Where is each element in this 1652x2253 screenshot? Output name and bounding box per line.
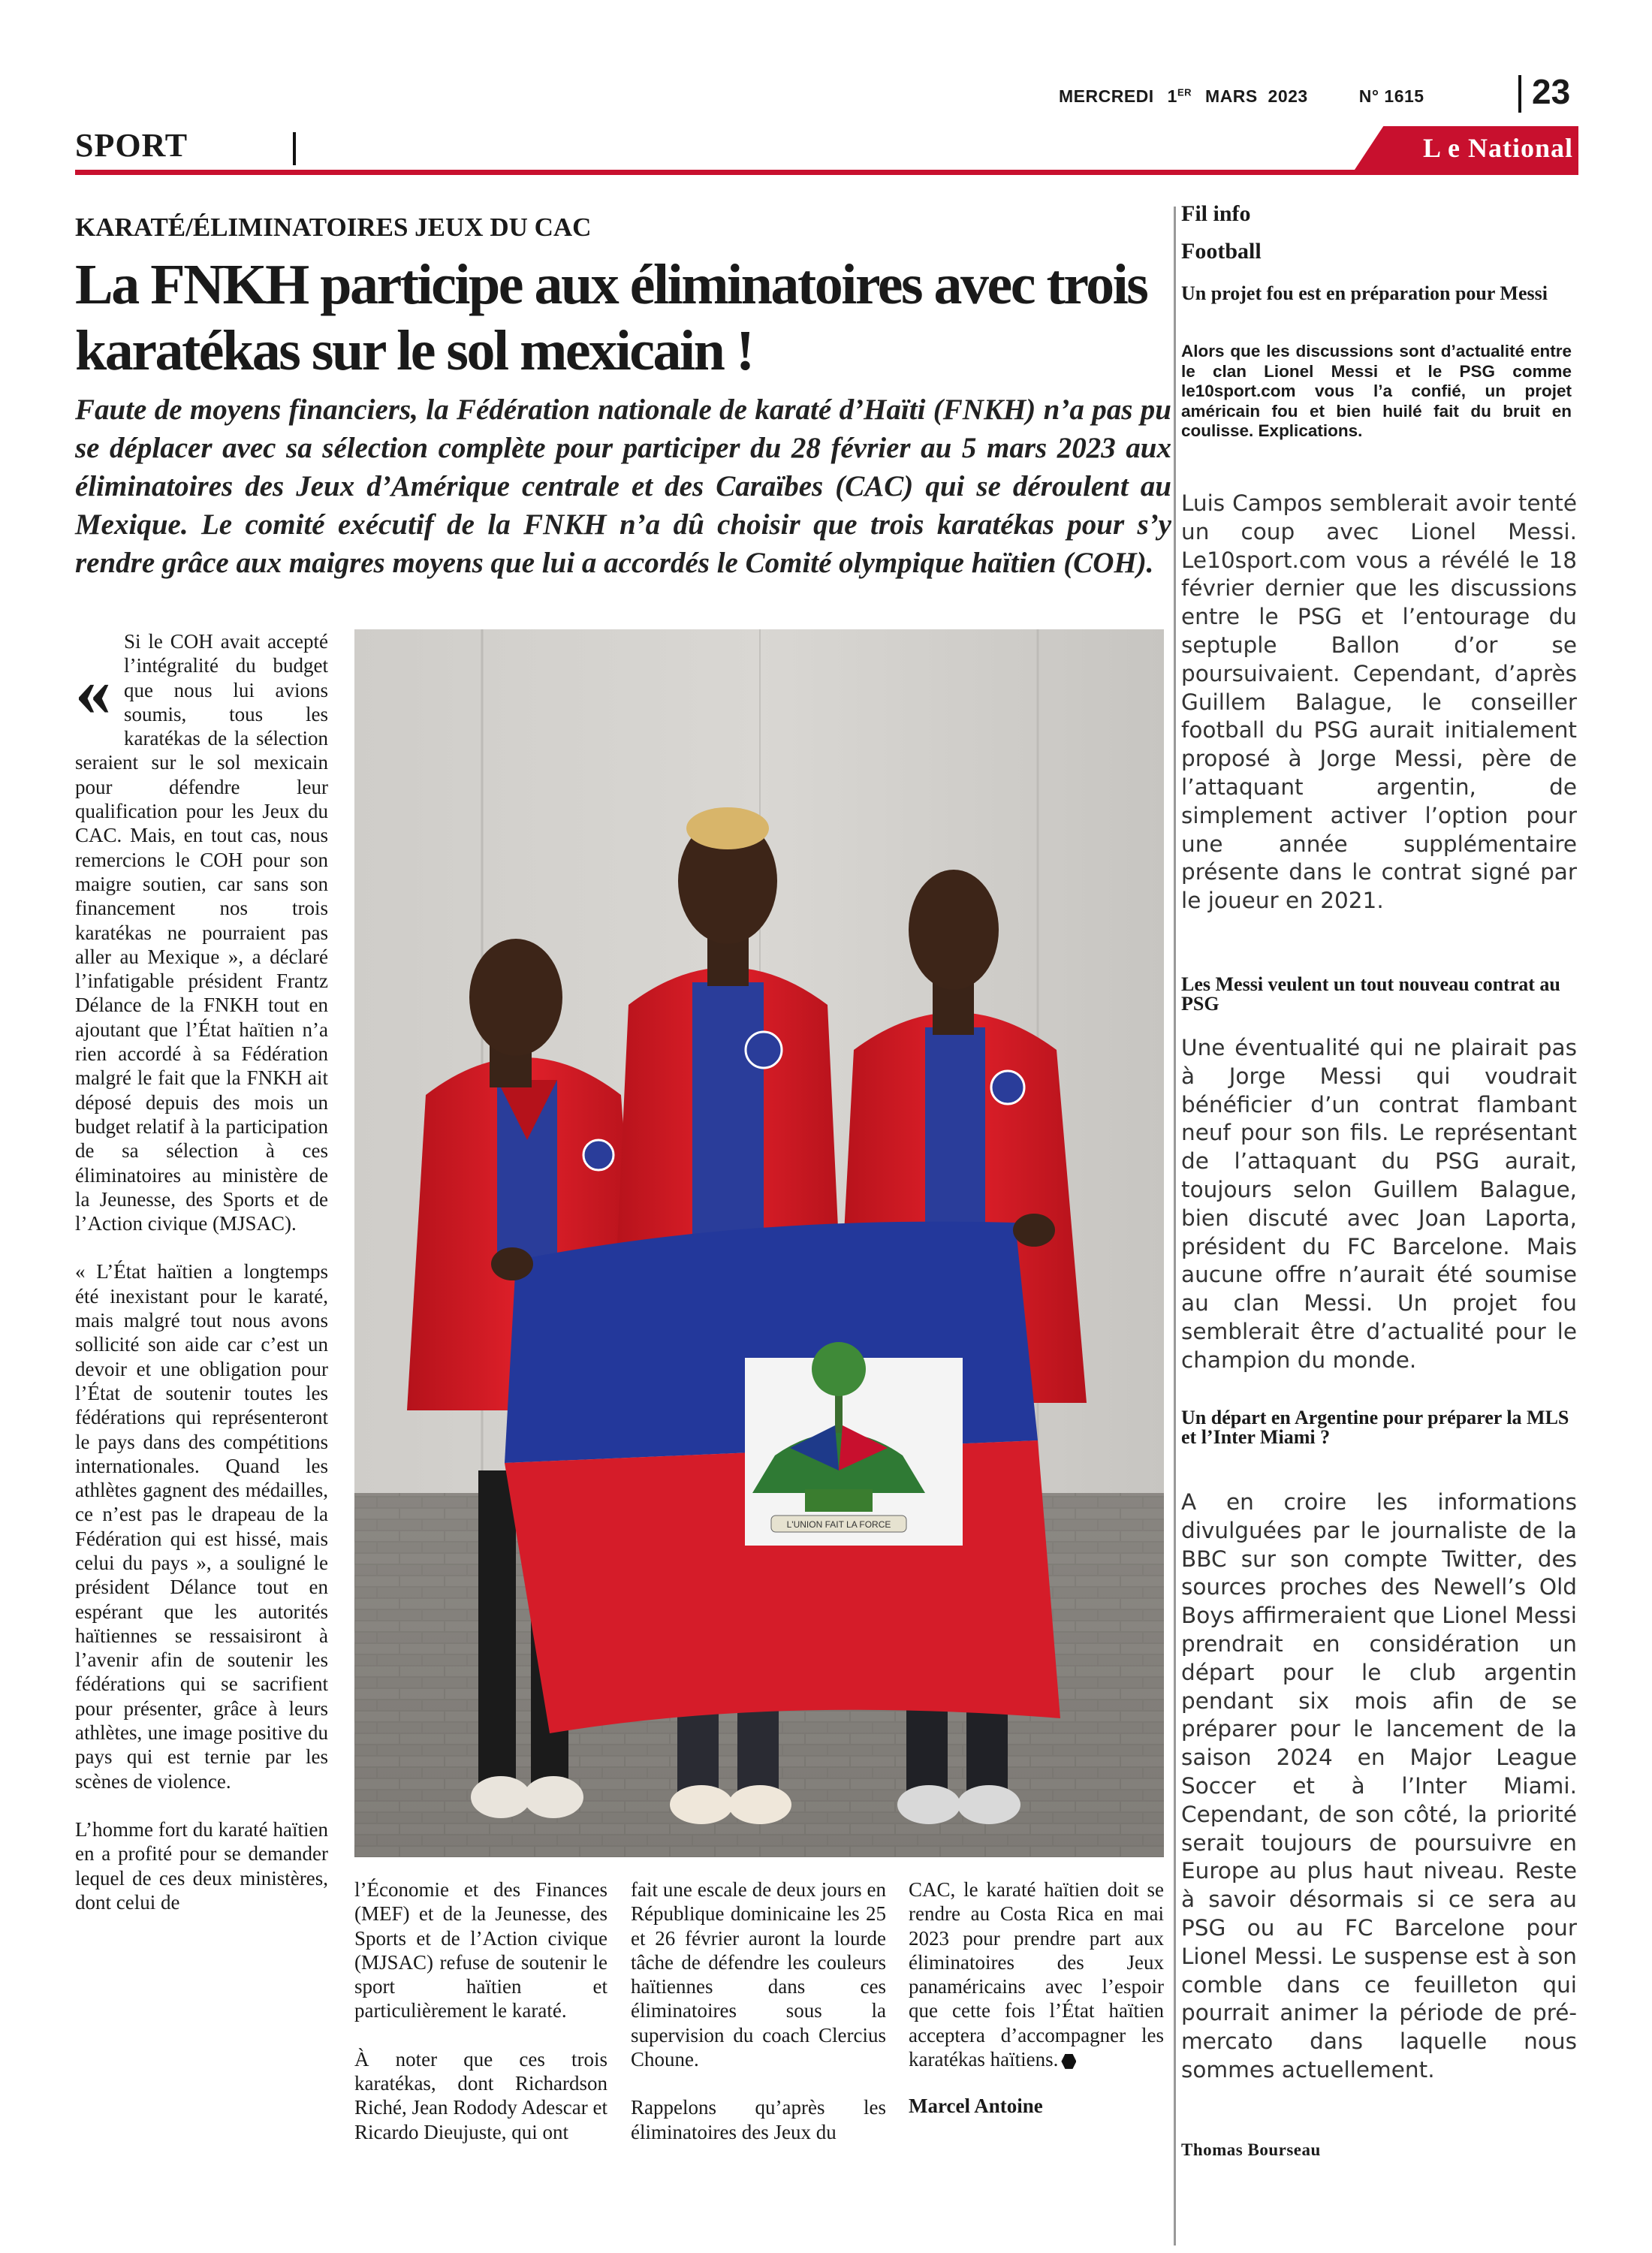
article-paragraph: Rappelons qu’après les éliminatoires des Jeux du xyxy=(631,2096,886,2143)
haiti-flag xyxy=(505,1222,1060,1733)
dateline xyxy=(1059,86,1438,107)
sidebar-title: Fil info xyxy=(1181,201,1251,226)
article-headline: La FNKH participe aux éliminatoires avec trois karatékas sur le sol mexicain ! xyxy=(75,253,1147,382)
article-standfirst: Faute de moyens financiers, la Fédération nationale de karaté d’Haïti (FNKH) n’a pas pu se déplacer avec sa sélection complète pour participer du 28 février au 5 mars 2023 aux éliminatoires des Jeux d’Amérique centrale et des Caraïbes (CAC) qui se déroulent au Mexique. Le comité exécutif de la FNKH n’a dû choisir que trois karatékas pour s’y rendre grâce aux maigres moyens que lui a accordés le Comité olympique haïtien (COH). xyxy=(75,394,1171,579)
date-number: 1ER xyxy=(1167,86,1192,106)
article-column-4 xyxy=(909,1878,1164,2119)
article-paragraph: CAC, le karaté haïtien doit se rendre au Costa Rica en mai 2023 pour prendre part aux éliminatoires des Jeux panaméricains avec l’espoir que cette fois l’État haïtien acceptera d’accompagner les karatékas haïtiens. xyxy=(909,1878,1164,2071)
flag-motto: L'UNION FAIT LA FORCE xyxy=(786,1519,891,1530)
end-mark-icon xyxy=(1061,2054,1076,2069)
article-paragraph: Si le COH avait accepté l’intégralité du budget que nous lui avions soumis, tous les karatékas de la sélection seraient sur le sol mexicain pour défendre leur qualification pour les Jeux du CAC. Mais, en tout cas, nous remercions le COH pour son maigre soutien, car sans son financement nos trois karatékas ne pourraient pas aller au Mexique », a déclaré l’infatigable président Frantz Délance de la FNKH tout en ajoutant que l’État haïtien n’a rien accordé à sa Fédération malgré le fait que la FNKH ait déposé depuis des mois un budget relatif à la participation de sa sélection à ces éliminatoires au ministère de la Jeunesse, des Sports et de l’Action civique (MJSAC). xyxy=(75,630,328,1235)
column-divider xyxy=(1174,207,1176,2245)
sidebar-body-3: A en croire les informations divulguées par le journaliste de la BBC sur son compte Twitter, des sources proches des Newell’s Old Boys affirmeraient que Lionel Messi prendrait en considération un départ pour le club argentin pendant six mois afin de se préparer pour le lancement de la saison 2024 en Major League Soccer et à l’Inter Miami. Cependant, de son côté, la priorité serait toujours de poursuivre en Europe au plus haut niveau. Reste à savoir désormais si ce sera au PSG ou au FC Barcelone pour Lionel Messi. Le suspense est à son comble dans ce feuilleton qui pourrait animer la période de pré-mercato dans laquelle nous sommes actuellement. xyxy=(1181,1489,1577,2083)
section-separator xyxy=(293,132,296,165)
article-paragraph: L’homme fort du karaté haïtien en a profité pour se demander lequel de ces deux ministères, dont celui de xyxy=(75,1817,328,1914)
karatekas-with-haiti-flag-illustration xyxy=(354,629,1164,1857)
sidebar-body-2: Une éventualité qui ne plairait pas à Jorge Messi qui voudrait bénéficier d’un contrat flambant neuf pour son fils. Le représentant de l’attaquant du PSG aurait, toujours selon Guillem Balague, bien discuté avec Joan Laporta, président du FC Barcelone. Mais aucune offre n’aurait été soumise au clan Messi. Un projet fou semblerait être d’actualité pour le champion du monde. xyxy=(1181,1035,1577,1373)
sidebar-category: Football xyxy=(1181,239,1262,264)
sidebar-headline-1: Un projet fou est en préparation pour Messi xyxy=(1181,282,1548,304)
article-paragraph: l’Économie et des Finances (MEF) et de la Jeunesse, des Sports et de l’Action civique (MJSAC) refuse de soutenir le sport haïtien et particulièrement le karaté. xyxy=(354,1878,607,2022)
article-paragraph: fait une escale de deux jours en République dominicaine les 25 et 26 février auront la lourde tâche de défendre les couleurs haïtiennes dans ces éliminatoires sous la supervision du coach Clercius Choune. xyxy=(631,1878,886,2071)
sidebar-lead: Alors que les discussions sont d’actualité entre le clan Lionel Messi et le PSG comme le10sport.com vous l’a confié, un projet américain fou et bien huilé fait du bruit en coulisse. Explications. xyxy=(1181,342,1572,440)
date-day: MERCREDI xyxy=(1059,86,1154,106)
page-number: 23 xyxy=(1532,72,1571,111)
sidebar-subhead-3: Un départ en Argentine pour préparer la MLS et l’Inter Miami ? xyxy=(1181,1407,1569,1448)
team-photo xyxy=(354,629,1164,1857)
article-column-2 xyxy=(354,1878,607,2144)
article-paragraph: À noter que ces trois karatékas, dont Richardson Riché, Jean Rodody Adescar et Ricardo Dieujuste, qui ont xyxy=(354,2047,607,2143)
section-label: SPORT xyxy=(75,127,188,164)
article-kicker: KARATÉ/ÉLIMINATOIRES JEUX DU CAC xyxy=(75,213,592,242)
article-column-1 xyxy=(75,629,328,1914)
article-author: Marcel Antoine xyxy=(909,2095,1043,2118)
sidebar-subhead-2: Les Messi veulent un tout nouveau contrat au PSG xyxy=(1181,973,1560,1015)
brand-name: L e National xyxy=(1422,133,1573,163)
opening-quote-mark: « xyxy=(75,650,111,731)
sidebar-body-1: Luis Campos semblerait avoir tenté un coup avec Lionel Messi. Le10sport.com vous a révélé le 18 février dernier que les discussions entre le PSG et l’entourage du septuple Ballon d’or se poursuivaient. Cependant, d’après Guillem Balague, le conseiller football du PSG aurait initialement proposé à Jorge Messi, père de l’attaquant argentin, de simplement activer l’option pour une année supplémentaire présente dans le contrat signé par le joueur en 2021. xyxy=(1181,490,1577,914)
page-number-separator xyxy=(1518,75,1521,113)
article-column-3 xyxy=(631,1878,886,2144)
date-month-year: MARS 2023 xyxy=(1205,86,1308,106)
issue-number: N° 1615 xyxy=(1358,86,1424,106)
sidebar-author: Thomas Bourseau xyxy=(1181,2140,1321,2159)
article-paragraph: « L’État haïtien a longtemps été inexistant pour le karaté, mais malgré tout nous avons sollicité son aide car c’est un devoir et une obligation pour l’État de soutenir toutes les fédérations qui représenteront le pays dans des compétitions internationales. Quand les athlètes gagnent des médailles, ce n’est pas le drapeau de la Fédération qui est hissé, mais celui du pays », a souligné le président Délance tout en espérant que les autorités haïtiennes se ressaisiront à l’avenir afin de soutenir les fédérations qui se sacrifient pour présenter, grâce à leurs athlètes, une image positive du pays qui est ternie par les scènes de violence. xyxy=(75,1260,328,1793)
